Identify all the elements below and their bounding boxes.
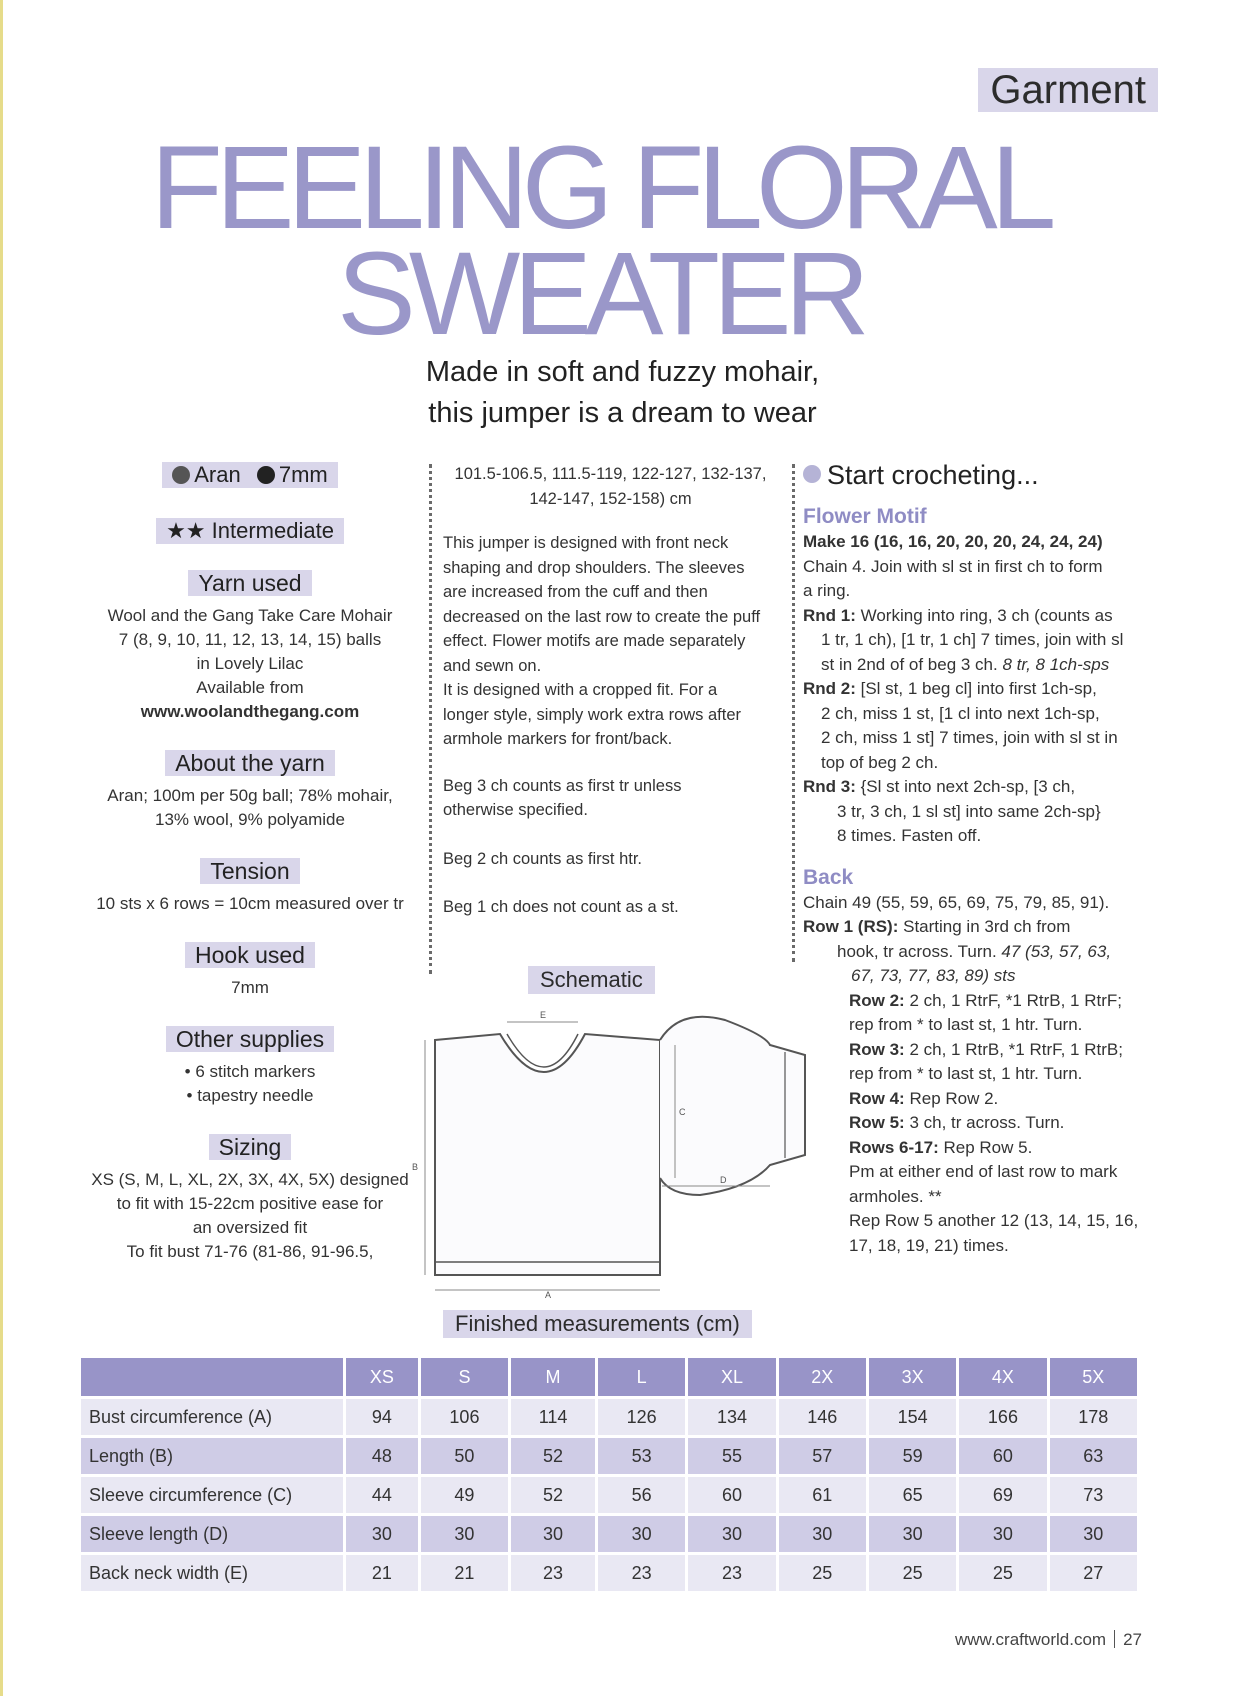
table-cell: 166: [959, 1399, 1049, 1438]
table-cell: 25: [959, 1555, 1049, 1594]
table-header-blank: [81, 1358, 346, 1399]
about-yarn-heading: About the yarn: [165, 750, 335, 776]
schematic-letter-b: B: [412, 1162, 419, 1172]
table-cell: 60: [688, 1477, 778, 1516]
back-heading: Back: [803, 865, 854, 889]
stitch-count: 47 (53, 57, 63,: [1001, 941, 1112, 961]
schematic-label: Schematic: [528, 966, 655, 994]
other-supplies-heading: Other supplies: [166, 1026, 334, 1052]
table-cell: 27: [1050, 1555, 1140, 1594]
about-yarn-line: Aran; 100m per 50g ball; 78% mohair,: [107, 786, 393, 805]
schematic-letter-e: E: [540, 1010, 547, 1020]
instruction-line: 1 tr, 1 ch), [1 tr, 1 ch] 7 times, join with sl: [821, 630, 1124, 649]
sizing-line: to fit with 15-22cm positive ease for: [116, 1194, 384, 1213]
skill-level: Intermediate: [211, 518, 334, 543]
rnd3-label: Rnd 3:: [803, 777, 856, 796]
measurements-table: [81, 1358, 1140, 1594]
tension-section: [80, 858, 420, 916]
table-cell: 60: [959, 1438, 1049, 1477]
table-cell: 63: [1050, 1438, 1140, 1477]
left-column: [80, 462, 420, 1290]
tension-heading: Tension: [200, 858, 299, 884]
skill-stars-icon: ★★: [166, 518, 206, 543]
yarn-used-heading: Yarn used: [188, 570, 311, 596]
sizing-line: XS (S, M, L, XL, 2X, 3X, 4X, 5X) designed: [91, 1170, 409, 1189]
rows617-label: Rows 6-17:: [849, 1137, 939, 1157]
size-header: S: [421, 1358, 511, 1399]
table-cell: 23: [598, 1555, 688, 1594]
row4-label: Row 4:: [849, 1088, 905, 1108]
table-row: [81, 1477, 1140, 1516]
instruction-line: rep from * to last st, 1 htr. Turn.: [849, 1015, 1083, 1034]
instruction-line: 8 times. Fasten off.: [837, 826, 982, 845]
row-label: Sleeve length (D): [81, 1516, 346, 1555]
row2-label: Row 2:: [849, 990, 905, 1010]
instruction-line: hook, tr across. Turn.: [837, 941, 1002, 961]
title-line-2: SWEATER: [337, 228, 863, 360]
yarn-used-line: Wool and the Gang Take Care Mohair: [107, 606, 393, 625]
instruction-line: Starting in 3rd ch from: [898, 917, 1071, 936]
rnd2-label: Rnd 2:: [803, 679, 856, 698]
table-cell: 52: [511, 1438, 598, 1477]
table-cell: 178: [1050, 1399, 1140, 1438]
intro-line: and sewn on.: [443, 656, 542, 675]
table-cell: 94: [346, 1399, 421, 1438]
instruction-line: Rep Row 5.: [938, 1137, 1033, 1157]
intro-line: shaping and drop shoulders. The sleeves: [443, 558, 745, 577]
instruction-line: 3 tr, 3 ch, 1 sl st] into same 2ch-sp}: [837, 801, 1101, 821]
right-column: [803, 460, 1168, 1258]
intro-line: longer style, simply work extra rows after: [443, 705, 742, 724]
size-header: XS: [346, 1358, 421, 1399]
table-header-row: [81, 1358, 1140, 1399]
intro-line: This jumper is designed with front neck: [443, 534, 729, 552]
yarn-ball-icon: [803, 465, 821, 483]
note-line: Beg 3 ch counts as first tr unless: [443, 776, 682, 795]
table-row: [81, 1399, 1140, 1438]
instruction-line: Pm at either end of last row to mark: [849, 1162, 1118, 1181]
subtitle-line-2: this jumper is a dream to wear: [428, 397, 817, 429]
category-label: Garment: [978, 68, 1158, 112]
page-number: 27: [1123, 1630, 1142, 1649]
stitch-count: 67, 73, 77, 83, 89) sts: [851, 966, 1016, 985]
sizing-continued: 142-147, 152-158) cm: [529, 489, 692, 508]
table-row: [81, 1438, 1140, 1477]
body-outline: [435, 1034, 660, 1275]
instruction-line: st in 2nd of of beg 3 ch.: [821, 654, 1003, 674]
table-cell: 23: [511, 1555, 598, 1594]
instruction-line: 2 ch, 1 RtrF, *1 RtrB, 1 RtrF;: [904, 990, 1123, 1010]
instruction-line: Rep Row 2.: [904, 1088, 999, 1108]
table-cell: 52: [511, 1477, 598, 1516]
instruction-line: Working into ring, 3 ch (counts as: [855, 605, 1113, 625]
row5-label: Row 5:: [849, 1113, 905, 1132]
intro-line: It is designed with a cropped fit. For a: [443, 681, 718, 699]
yarn-used-section: [80, 570, 420, 724]
hook-used-heading: Hook used: [185, 942, 315, 968]
about-yarn-line: 13% wool, 9% polyamide: [155, 810, 345, 829]
instruction-line: 3 ch, tr across. Turn.: [904, 1113, 1065, 1132]
column-divider: [792, 464, 795, 962]
intro-line: are increased from the cuff and then: [443, 583, 708, 601]
instruction-line: rep from * to last st, 1 htr. Turn.: [849, 1064, 1083, 1083]
table-cell: 50: [421, 1438, 511, 1477]
instruction-line: [Sl st, 1 beg cl] into first 1ch-sp,: [855, 679, 1097, 698]
table-cell: 30: [346, 1516, 421, 1555]
table-cell: 53: [598, 1438, 688, 1477]
table-cell: 59: [869, 1438, 959, 1477]
footer-url: www.craftworld.com: [954, 1630, 1107, 1649]
intro-line: effect. Flower motifs are made separately: [443, 632, 746, 650]
instruction-line: armholes. **: [849, 1186, 942, 1206]
table-cell: 65: [869, 1477, 959, 1516]
table-row: [81, 1516, 1140, 1555]
sizing-line: an oversized fit: [192, 1218, 308, 1237]
start-heading: [803, 460, 1168, 490]
hook-used-section: [80, 942, 420, 1000]
table-cell: 49: [421, 1477, 511, 1516]
table-cell: 21: [346, 1555, 421, 1594]
supply-item: • tapestry needle: [186, 1086, 314, 1105]
hook-icon: [257, 466, 275, 484]
yarn-used-line: in Lovely Lilac: [196, 654, 304, 673]
table-cell: 61: [779, 1477, 869, 1516]
table-cell: 30: [869, 1516, 959, 1555]
table-cell: 126: [598, 1399, 688, 1438]
instruction-line: Rep Row 5 another 12 (13, 14, 15, 16,: [849, 1211, 1139, 1230]
title-line-1: FEELING FLORAL: [150, 122, 1050, 254]
size-header: 2X: [779, 1358, 869, 1399]
instruction-line: 2 ch, 1 RtrB, *1 RtrF, 1 RtrB;: [904, 1039, 1123, 1059]
table-cell: 30: [511, 1516, 598, 1555]
sizing-section: [80, 1134, 420, 1264]
other-supplies-section: [80, 1026, 420, 1108]
yarn-used-line: Available from: [196, 678, 304, 697]
table-cell: 154: [869, 1399, 959, 1438]
skill-badge: [156, 518, 344, 544]
sleeve-outline: [660, 1017, 805, 1195]
table-row: [81, 1555, 1140, 1594]
size-header: 3X: [869, 1358, 959, 1399]
table-cell: 69: [959, 1477, 1049, 1516]
intro-paragraph: [443, 531, 778, 752]
table-cell: 146: [779, 1399, 869, 1438]
instruction-line: 2 ch, miss 1 st, [1 cl into next 1ch-sp,: [821, 703, 1100, 723]
supplier-link: www.woolandthegang.com: [140, 702, 360, 721]
row-label: Back neck width (E): [81, 1555, 346, 1594]
flower-make: Make 16 (16, 16, 20, 20, 20, 24, 24, 24): [803, 532, 1103, 551]
hook-size: 7mm: [278, 462, 328, 487]
rnd1-label: Rnd 1:: [803, 605, 856, 625]
start-heading-text: Start crocheting...: [827, 460, 1039, 490]
note-beg2: Beg 2 ch counts as first htr.: [443, 849, 643, 868]
table-cell: 44: [346, 1477, 421, 1516]
table-cell: 25: [869, 1555, 959, 1594]
note-beg3: [443, 774, 778, 823]
table-cell: 56: [598, 1477, 688, 1516]
intro-line: armhole markers for front/back.: [443, 730, 673, 748]
instruction-line: 2 ch, miss 1 st] 7 times, join with sl st in: [821, 728, 1118, 747]
sizing-continued: 101.5-106.5, 111.5-119, 122-127, 132-137,: [454, 465, 767, 483]
middle-column: [443, 462, 778, 920]
footer-separator: [1114, 1630, 1115, 1648]
table-cell: 55: [688, 1438, 778, 1477]
instruction-line: Chain 49 (55, 59, 65, 69, 75, 79, 85, 91).: [803, 892, 1110, 912]
intro-line: decreased on the last row to create the puff: [443, 607, 761, 626]
hook-used-text: 7mm: [231, 978, 269, 997]
flower-motif-heading: Flower Motif: [803, 505, 927, 528]
table-cell: 57: [779, 1438, 869, 1477]
row1-label: Row 1 (RS):: [803, 917, 899, 936]
table-cell: 23: [688, 1555, 778, 1594]
size-header: XL: [688, 1358, 778, 1399]
table-cell: 30: [1050, 1516, 1140, 1555]
yarn-weight: Aran: [194, 462, 241, 487]
table-cell: 30: [688, 1516, 778, 1555]
table-cell: 21: [421, 1555, 511, 1594]
measurements-label: Finished measurements (cm): [443, 1310, 752, 1338]
table-cell: 30: [959, 1516, 1049, 1555]
yarn-used-line: 7 (8, 9, 10, 11, 12, 13, 14, 15) balls: [118, 630, 382, 649]
size-header: M: [511, 1358, 598, 1399]
sizing-heading: Sizing: [209, 1134, 292, 1160]
size-header: L: [598, 1358, 688, 1399]
instruction-line: {Sl st into next 2ch-sp, [3 ch,: [855, 777, 1076, 796]
column-divider: [429, 464, 432, 974]
table-cell: 106: [421, 1399, 511, 1438]
instruction-line: a ring.: [803, 581, 851, 600]
row-label: Length (B): [81, 1438, 346, 1477]
table-cell: 30: [779, 1516, 869, 1555]
about-yarn-section: [80, 750, 420, 832]
row-label: Bust circumference (A): [81, 1399, 346, 1438]
table-cell: 48: [346, 1438, 421, 1477]
table-cell: 114: [511, 1399, 598, 1438]
row-label: Sleeve circumference (C): [81, 1477, 346, 1516]
table-cell: 73: [1050, 1477, 1140, 1516]
yarn-weight-hook-badge: [162, 462, 338, 488]
sizing-line: To fit bust 71-76 (81-86, 91-96.5,: [126, 1242, 374, 1261]
tension-text: 10 sts x 6 rows = 10cm measured over tr: [96, 894, 404, 913]
size-header: 5X: [1050, 1358, 1140, 1399]
schematic-letter-d: D: [720, 1175, 727, 1185]
instruction-line: Chain 4. Join with sl st in first ch to form: [803, 556, 1103, 576]
table-cell: 134: [688, 1399, 778, 1438]
size-header: 4X: [959, 1358, 1049, 1399]
instruction-line: top of beg 2 ch.: [821, 752, 939, 772]
note-line: otherwise specified.: [443, 801, 588, 819]
note-beg1: Beg 1 ch does not count as a st.: [443, 898, 679, 916]
yarn-ball-icon: [172, 466, 190, 484]
stitch-count: 8 tr, 8 1ch-sps: [1002, 654, 1110, 674]
supply-item: • 6 stitch markers: [184, 1062, 316, 1081]
schematic-letter-a: A: [545, 1290, 552, 1300]
page-footer: [955, 1630, 1142, 1650]
sweater-schematic: [412, 1000, 840, 1300]
row3-label: Row 3:: [849, 1039, 905, 1059]
table-cell: 30: [598, 1516, 688, 1555]
schematic-letter-c: C: [679, 1107, 686, 1117]
subtitle-line-1: Made in soft and fuzzy mohair,: [425, 356, 820, 388]
table-cell: 30: [421, 1516, 511, 1555]
table-cell: 25: [779, 1555, 869, 1594]
instruction-line: 17, 18, 19, 21) times.: [849, 1235, 1009, 1255]
